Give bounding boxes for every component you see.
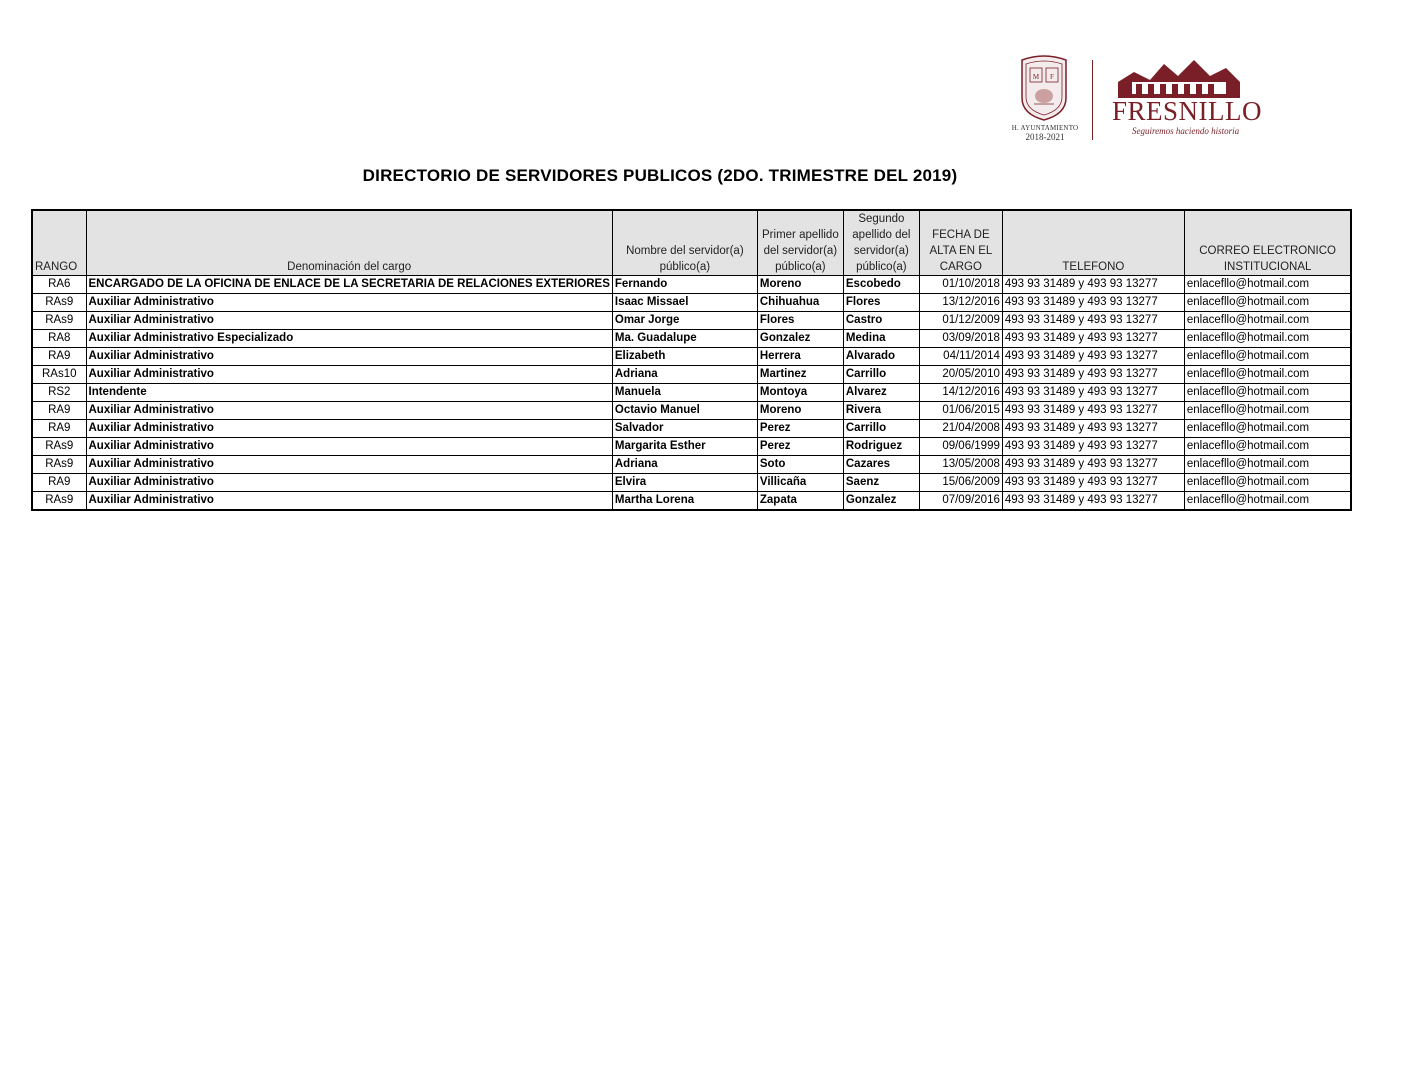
- cell-telefono: 493 93 31489 y 493 93 13277: [1002, 438, 1184, 456]
- seal-caption: [1010, 124, 1080, 142]
- cell-fecha: 01/10/2018: [919, 276, 1002, 294]
- directory-table: [31, 209, 1352, 511]
- cell-rango: RAs10: [32, 366, 86, 384]
- cell-apellido2: Medina: [843, 330, 919, 348]
- cell-apellido2: Saenz: [843, 474, 919, 492]
- column-header-rango: RANGO: [32, 210, 86, 276]
- cell-apellido1: Soto: [757, 456, 843, 474]
- cell-fecha: 03/09/2018: [919, 330, 1002, 348]
- table-row: [32, 366, 1351, 384]
- cell-rango: RAs9: [32, 312, 86, 330]
- table-row: [32, 330, 1351, 348]
- svg-text:M: M: [1032, 73, 1040, 81]
- column-header-telefono: TELEFONO: [1002, 210, 1184, 276]
- cell-apellido2: Gonzalez: [843, 492, 919, 511]
- cell-rango: RA6: [32, 276, 86, 294]
- table-row: [32, 312, 1351, 330]
- cell-fecha: 15/06/2009: [919, 474, 1002, 492]
- cell-fecha: 09/06/1999: [919, 438, 1002, 456]
- cell-nombre: Elvira: [612, 474, 757, 492]
- cell-cargo: Auxiliar Administrativo: [86, 402, 612, 420]
- cell-correo: enlacefllo@hotmail.com: [1184, 384, 1351, 402]
- cell-cargo: ENCARGADO DE LA OFICINA DE ENLACE DE LA SECRETARIA DE RELACIONES EXTERIORES: [86, 276, 612, 294]
- cell-apellido1: Martinez: [757, 366, 843, 384]
- svg-text:F: F: [1050, 73, 1054, 81]
- cell-apellido2: Escobedo: [843, 276, 919, 294]
- cell-apellido2: Flores: [843, 294, 919, 312]
- city-slogan: Seguiremos haciendo historia: [1132, 126, 1240, 136]
- cell-correo: enlacefllo@hotmail.com: [1184, 438, 1351, 456]
- cell-nombre: Adriana: [612, 456, 757, 474]
- table-row: [32, 420, 1351, 438]
- table-header-row: [32, 210, 1351, 276]
- column-header-apellido1: Primer apellido del servidor(a) público(a): [757, 210, 843, 276]
- cell-nombre: Omar Jorge: [612, 312, 757, 330]
- cell-cargo: Auxiliar Administrativo: [86, 420, 612, 438]
- cell-telefono: 493 93 31489 y 493 93 13277: [1002, 420, 1184, 438]
- table-row: [32, 438, 1351, 456]
- cell-apellido2: Carrillo: [843, 420, 919, 438]
- cell-apellido1: Perez: [757, 420, 843, 438]
- cell-correo: enlacefllo@hotmail.com: [1184, 276, 1351, 294]
- cell-apellido1: Montoya: [757, 384, 843, 402]
- cell-telefono: 493 93 31489 y 493 93 13277: [1002, 294, 1184, 312]
- cell-correo: enlacefllo@hotmail.com: [1184, 348, 1351, 366]
- seal-caption-line1: H. AYUNTAMIENTO: [1011, 124, 1079, 132]
- cell-apellido1: Herrera: [757, 348, 843, 366]
- cell-apellido1: Chihuahua: [757, 294, 843, 312]
- column-header-fecha: FECHA DE ALTA EN EL CARGO: [919, 210, 1002, 276]
- cell-telefono: 493 93 31489 y 493 93 13277: [1002, 312, 1184, 330]
- cell-cargo: Auxiliar Administrativo: [86, 294, 612, 312]
- cell-fecha: 13/05/2008: [919, 456, 1002, 474]
- cell-apellido1: Gonzalez: [757, 330, 843, 348]
- cell-rango: RA9: [32, 420, 86, 438]
- logo-divider: [1092, 60, 1093, 140]
- cell-rango: RA9: [32, 474, 86, 492]
- cell-nombre: Isaac Missael: [612, 294, 757, 312]
- cell-cargo: Auxiliar Administrativo: [86, 312, 612, 330]
- cell-rango: RA9: [32, 348, 86, 366]
- cell-apellido1: Moreno: [757, 276, 843, 294]
- cell-apellido1: Zapata: [757, 492, 843, 511]
- cell-cargo: Auxiliar Administrativo: [86, 348, 612, 366]
- cell-cargo: Auxiliar Administrativo: [86, 438, 612, 456]
- cell-apellido1: Villicaña: [757, 474, 843, 492]
- cell-correo: enlacefllo@hotmail.com: [1184, 456, 1351, 474]
- column-header-cargo: Denominación del cargo: [86, 210, 612, 276]
- cell-nombre: Octavio Manuel: [612, 402, 757, 420]
- cell-correo: enlacefllo@hotmail.com: [1184, 474, 1351, 492]
- cell-nombre: Elizabeth: [612, 348, 757, 366]
- cell-cargo: Auxiliar Administrativo: [86, 366, 612, 384]
- cell-telefono: 493 93 31489 y 493 93 13277: [1002, 330, 1184, 348]
- cell-telefono: 493 93 31489 y 493 93 13277: [1002, 402, 1184, 420]
- cell-rango: RS2: [32, 384, 86, 402]
- cell-nombre: Margarita Esther: [612, 438, 757, 456]
- cell-fecha: 07/09/2016: [919, 492, 1002, 511]
- cell-apellido1: Perez: [757, 438, 843, 456]
- cell-rango: RA8: [32, 330, 86, 348]
- cell-apellido2: Rodriguez: [843, 438, 919, 456]
- cell-telefono: 493 93 31489 y 493 93 13277: [1002, 456, 1184, 474]
- cell-rango: RA9: [32, 402, 86, 420]
- table-row: [32, 402, 1351, 420]
- table-row: [32, 348, 1351, 366]
- header-logos: [1010, 52, 1263, 144]
- cell-apellido2: Carrillo: [843, 366, 919, 384]
- cell-rango: RAs9: [32, 294, 86, 312]
- cell-correo: enlacefllo@hotmail.com: [1184, 330, 1351, 348]
- cell-rango: RAs9: [32, 438, 86, 456]
- cell-rango: RAs9: [32, 492, 86, 511]
- cell-correo: enlacefllo@hotmail.com: [1184, 402, 1351, 420]
- table-row: [32, 492, 1351, 511]
- cell-apellido1: Moreno: [757, 402, 843, 420]
- cell-telefono: 493 93 31489 y 493 93 13277: [1002, 366, 1184, 384]
- cell-fecha: 01/12/2009: [919, 312, 1002, 330]
- cell-nombre: Fernando: [612, 276, 757, 294]
- table-row: [32, 474, 1351, 492]
- cell-correo: enlacefllo@hotmail.com: [1184, 420, 1351, 438]
- cell-nombre: Adriana: [612, 366, 757, 384]
- cell-fecha: 21/04/2008: [919, 420, 1002, 438]
- cell-correo: enlacefllo@hotmail.com: [1184, 312, 1351, 330]
- column-header-apellido2: Segundo apellido del servidor(a) público(a): [843, 210, 919, 276]
- column-header-correo: CORREO ELECTRONICO INSTITUCIONAL: [1184, 210, 1351, 276]
- cell-correo: enlacefllo@hotmail.com: [1184, 294, 1351, 312]
- cell-cargo: Auxiliar Administrativo Especializado: [86, 330, 612, 348]
- cell-telefono: 493 93 31489 y 493 93 13277: [1002, 384, 1184, 402]
- cell-fecha: 13/12/2016: [919, 294, 1002, 312]
- cell-cargo: Intendente: [86, 384, 612, 402]
- cell-telefono: 493 93 31489 y 493 93 13277: [1002, 474, 1184, 492]
- cell-fecha: 20/05/2010: [919, 366, 1002, 384]
- cell-apellido2: Alvarado: [843, 348, 919, 366]
- cell-rango: RAs9: [32, 456, 86, 474]
- cell-apellido2: Cazares: [843, 456, 919, 474]
- cell-correo: enlacefllo@hotmail.com: [1184, 366, 1351, 384]
- cell-fecha: 14/12/2016: [919, 384, 1002, 402]
- table-row: [32, 294, 1351, 312]
- table-row: [32, 456, 1351, 474]
- document-title: DIRECTORIO DE SERVIDORES PUBLICOS (2DO. TRIMESTRE DEL 2019): [362, 166, 958, 185]
- cell-nombre: Ma. Guadalupe: [612, 330, 757, 348]
- cell-apellido2: Alvarez: [843, 384, 919, 402]
- cell-cargo: Auxiliar Administrativo: [86, 492, 612, 511]
- cell-apellido2: Castro: [843, 312, 919, 330]
- cell-fecha: 01/06/2015: [919, 402, 1002, 420]
- municipal-seal-icon: [1016, 54, 1072, 122]
- city-skyline-icon: [1114, 52, 1244, 100]
- table-row: [32, 276, 1351, 294]
- cell-telefono: 493 93 31489 y 493 93 13277: [1002, 276, 1184, 294]
- cell-correo: enlacefllo@hotmail.com: [1184, 492, 1351, 511]
- column-header-nombre: Nombre del servidor(a) público(a): [612, 210, 757, 276]
- city-name-logo: FRESNILLO: [1112, 96, 1263, 126]
- table-row: [32, 384, 1351, 402]
- cell-telefono: 493 93 31489 y 493 93 13277: [1002, 492, 1184, 511]
- cell-nombre: Manuela: [612, 384, 757, 402]
- cell-nombre: Salvador: [612, 420, 757, 438]
- cell-cargo: Auxiliar Administrativo: [86, 456, 612, 474]
- seal-caption-years: 2018-2021: [1025, 132, 1065, 142]
- cell-fecha: 04/11/2014: [919, 348, 1002, 366]
- cell-nombre: Martha Lorena: [612, 492, 757, 511]
- cell-telefono: 493 93 31489 y 493 93 13277: [1002, 348, 1184, 366]
- cell-apellido2: Rivera: [843, 402, 919, 420]
- cell-apellido1: Flores: [757, 312, 843, 330]
- cell-cargo: Auxiliar Administrativo: [86, 474, 612, 492]
